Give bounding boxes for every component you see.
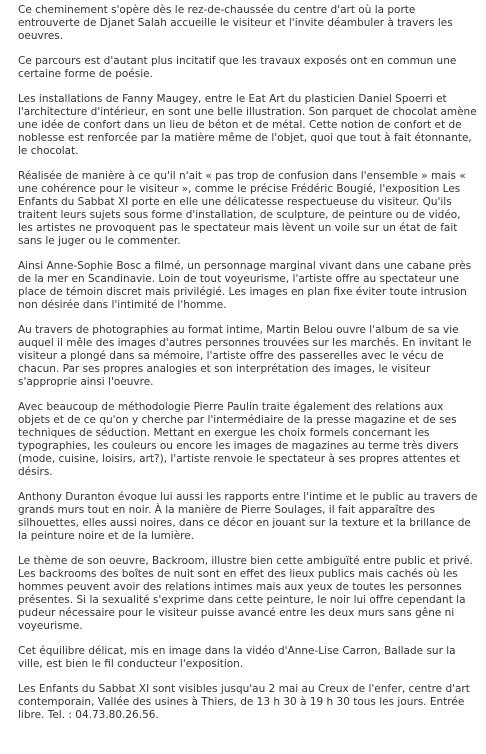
- paragraph-11: Les Enfants du Sabbat XI sont visibles jusqu'au 2 mai au Creux de l'enfer, centre d'art contemporain, Vallée des usines à Thiers, de 13 h 30 à 19 h 30 tous les jours. Entrée libre. Tel. : 04.73.80.26.56.: [18, 683, 470, 721]
- paragraph-10: Cet équilibre délicat, mis en image dans la vidéo d'Anne-Lise Carron, Ballade sur la ville, est bien le fil conducteur l'exposition.: [18, 645, 456, 670]
- paragraph-1: Ce cheminement s'opère dès le rez-de-chaussée du centre d'art où la porte entrouverte de Djanet Salah accueille le visiteur et l'invite déambuler à travers les oeuvres.: [18, 4, 453, 42]
- paragraph-7: Avec beaucoup de méthodologie Pierre Paulin traite également des relations aux objets et de ce qu'on y cherche par l'intermédiaire de la presse magazine et de ses techniques de séduction. Mettant en exergue les choix formels concernant les typographies, les couleurs ou encore les images de magazines au terme très divers (mode, cuisine, loisirs, art?), l'artiste renvoie le spectateur à ses propres attentes et désirs.: [18, 401, 460, 478]
- paragraph-4: Réalisée de manière à ce qu'il n'ait « pas trop de confusion dans l'ensemble » mais « une cohérence pour le visiteur », comme le précise Frédéric Bougié, l'exposition Les Enfants du Sabbat XI porte en elle une délicatesse respectueuse du visiteur. Qu'ils traitent leurs sujets sous forme d'installation, de sculpture, de peinture ou de vidéo, les artistes ne provoquent pas le spectateur mais lèvent un voile sur un état de fait sans le juger ou le commenter.: [18, 170, 466, 247]
- paragraph-5: Ainsi Anne-Sophie Bosc a filmé, un personnage marginal vivant dans une cabane près de la mer en Scandinavie. Loin de tout voyeurisme, l'artiste offre au spectateur une place de témoin discret mais privilégié. Les images en plan fixe éviter toute intrusion non désirée dans l'intimité de l'homme.: [18, 260, 472, 311]
- paragraph-8: Anthony Duranton évoque lui aussi les rapports entre l'intime et le public au travers de grands murs tout en noir. À la manière de Pierre Soulages, il fait apparaître des silhouettes, elles aussi noires, dans ce décor en jouant sur la texture et la brillance de la peinture noire et de la lumière.: [18, 491, 478, 542]
- paragraph-9: Le thème de son oeuvre, Backroom, illustre bien cette ambiguïté entre public et privé. Les backrooms des boîtes de nuit sont en effet des lieux publics mais cachés où les hommes peuvent avoir des relations intimes mais aux yeux de toutes les personnes présentes. Si la sexualité s'exprime dans cette peinture, le noir lui offre cependant la pudeur nécessaire pour le visiteur puisse avancé entre les deux murs sans gêne ni voyeurisme.: [18, 555, 473, 632]
- paragraph-3: Les installations de Fanny Maugey, entre le Eat Art du plasticien Daniel Spoerri et l'architecture d'intérieur, en sont une belle illustration. Son parquet de chocolat amène une idée de confort dans un lieu de béton et de métal. Cette notion de confort et de noblesse est renforcée par la matière même de l'objet, quoi que tout à fait étonnante, le chocolat.: [18, 93, 477, 157]
- paragraph-6: Au travers de photographies au format intime, Martin Belou ouvre l'album de sa vie auquel il mêle des images d'autres personnes trouvées sur les marchés. En invitant le visiteur a plongé dans sa mémoire, l'artiste offre des passerelles avec le vécu de chacun. Par ses propres analogies et son interprétation des images, le visiteur s'approprie ainsi l'oeuvre.: [18, 324, 472, 388]
- paragraph-2: Ce parcours est d'autant plus incitatif que les travaux exposés ont en commun une certaine forme de poésie.: [18, 55, 457, 80]
